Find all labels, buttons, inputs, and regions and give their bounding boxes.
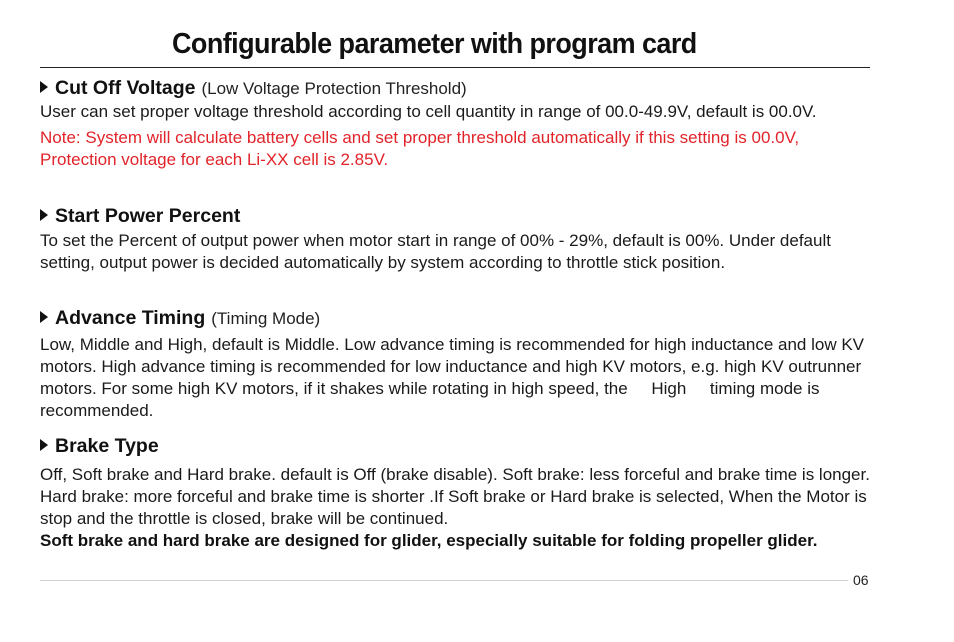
page-title: Configurable parameter with program card xyxy=(172,28,697,60)
triangle-bullet-icon xyxy=(40,209,48,221)
heading-text: Start Power Percent xyxy=(55,205,241,227)
section-heading xyxy=(40,205,875,227)
section-brake-type xyxy=(40,435,875,552)
triangle-bullet-icon xyxy=(40,81,48,93)
footer-divider xyxy=(40,580,848,581)
section-cut-off-voltage xyxy=(40,77,875,171)
section-heading xyxy=(40,435,875,457)
heading-subtext: (Timing Mode) xyxy=(211,309,321,328)
heading-text: Cut Off Voltage xyxy=(55,77,196,99)
title-divider xyxy=(40,67,870,68)
triangle-bullet-icon xyxy=(40,439,48,451)
heading-text: Brake Type xyxy=(55,435,159,457)
section-advance-timing xyxy=(40,307,875,422)
section-start-power-percent xyxy=(40,205,875,274)
section-heading xyxy=(40,77,875,100)
section-body: To set the Percent of output power when motor start in range of 00% - 29%, default is 00%. Under default setting, output power is decided automatically by system according to throttle stick position. xyxy=(40,231,831,272)
section-note: Note: System will calculate battery cells and set proper threshold automatically if this setting is 00.0V, Protection voltage for each Li-XX cell is 2.85V. xyxy=(40,128,800,169)
triangle-bullet-icon xyxy=(40,311,48,323)
heading-text: Advance Timing xyxy=(55,307,206,329)
heading-subtext: (Low Voltage Protection Threshold) xyxy=(201,79,467,98)
section-bold-note: Soft brake and hard brake are designed for glider, especially suitable for folding propeller glider. xyxy=(40,531,818,550)
section-body: User can set proper voltage threshold according to cell quantity in range of 00.0-49.9V, default is 00.0V. xyxy=(40,102,817,121)
page-number: 06 xyxy=(853,572,869,588)
section-body: Low, Middle and High, default is Middle. Low advance timing is recommended for high inductance and low KV motors. High advance timing is recommended for low inductance and high KV motors, e.g. high KV outrunner motors. For some high KV motors, if it shakes while rotating in high speed, the High timing mode is recommended. xyxy=(40,335,865,420)
section-body: Off, Soft brake and Hard brake. default is Off (brake disable). Soft brake: less forceful and brake time is longer. Hard brake: more forceful and brake time is shorter .If Soft brake or Hard brake is selected, When the Motor is stop and the throttle is closed, brake will be continued. xyxy=(40,465,870,528)
section-heading xyxy=(40,307,875,330)
